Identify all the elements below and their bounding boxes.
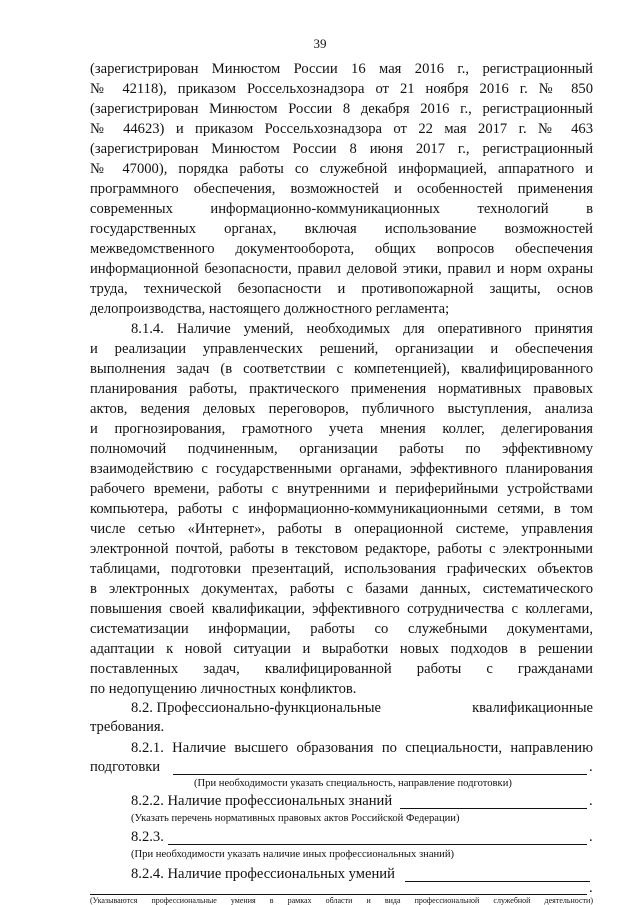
other-knowledge-fill-line[interactable] (168, 844, 587, 845)
text-line: адаптации к новой ситуации и выработки новых подходов в решении (90, 641, 593, 657)
text-line: межведомственного документооборота, общих вопросов обеспечения (90, 241, 593, 257)
text-line: и реализации управленческих решений, организации и обеспечения (90, 341, 593, 357)
section-heading-cont: квалификационные (472, 700, 593, 716)
text-line: полномочий подчиненным, организации работы по эффективному (90, 441, 593, 457)
text-line: (зарегистрирован Минюстом России 16 мая 2016 г., регистрационный (90, 61, 593, 77)
period: . (589, 880, 593, 896)
note-specialty: (При необходимости указать специальность, направление подготовки) (194, 778, 512, 789)
text-line: 8.1.4. Наличие умений, необходимых для оперативного принятия (131, 321, 593, 337)
text-line: и прогнозирования, грамотного учета мнения коллег, делегирования (90, 421, 593, 437)
text-line: современных информационно-коммуникационных технологий в (90, 201, 593, 217)
text-line: (зарегистрирован Минюстом России 8 июня 2017 г., регистрационный (90, 141, 593, 157)
specialty-fill-line[interactable] (173, 774, 587, 775)
note-skills-line-2: служебной деятельности) (493, 896, 593, 905)
text-line: актов, ведения деловых переговоров, публичного выступления, анализа (90, 401, 593, 417)
text-line: государственных органах, включая использование возможностей (90, 221, 593, 237)
skills-fill-line-2[interactable] (90, 894, 587, 895)
period: . (589, 829, 593, 845)
text-line: № 44623) и приказом Россельхознадзора от 22 мая 2017 г. № 463 (90, 121, 593, 137)
item-8-2-4: 8.2.4. Наличие профессиональных умений (131, 866, 395, 882)
text-line: планирования работы, практического применения нормативных правовых (90, 381, 593, 397)
text-line: рабочего времени, работы с внутренними и периферийными устройствами (90, 481, 593, 497)
skills-fill-line[interactable] (405, 881, 590, 882)
text-line: взаимодействию с государственными органами, эффективного планирования (90, 461, 593, 477)
page-number: 39 (313, 36, 327, 51)
text-line: в электронных документах, работы с базами данных, систематического (90, 581, 593, 597)
section-heading-end: требования. (90, 719, 165, 735)
text-line: таблицами, подготовки презентаций, использования графических объектов (90, 561, 593, 577)
text-line: электронной почтой, работы в текстовом редакторе, работы с электронными (90, 541, 593, 557)
note-knowledge: (Указать перечень нормативных правовых актов Российской Федерации) (131, 813, 460, 824)
item-8-2-2: 8.2.2. Наличие профессиональных знаний (131, 793, 393, 809)
period: . (589, 793, 593, 809)
text-line: повышения своей квалификации, эффективного сотрудничества с коллегами, (90, 601, 593, 617)
note-skills (90, 896, 593, 905)
text-line: информационной безопасности, правил деловой этики, правил и норм охраны (90, 261, 593, 277)
item-8-2-1-cont: подготовки (90, 759, 161, 775)
item-8-2-3: 8.2.3. (131, 829, 164, 845)
text-line: выполнения задач (в соответствии с компетенцией), квалифицированного (90, 361, 593, 377)
text-line: (зарегистрирован Минюстом России 8 декабря 2016 г., регистрационный (90, 101, 593, 117)
text-line: поставленных задач, квалифицированной работы с гражданами (90, 661, 593, 677)
section-heading: 8.2. Профессионально-функциональные (131, 700, 382, 716)
text-line: № 47000), порядка работы со служебной информацией, аппаратного и (90, 161, 593, 177)
knowledge-fill-line[interactable] (400, 808, 587, 809)
text-line: систематизации информации, работы со служебными документами, (90, 621, 593, 637)
text-line: по недопущению личностных конфликтов. (90, 681, 357, 697)
text-line: компьютера, работы с информационно-коммуникационными сетями, в том (90, 501, 593, 517)
note-other-knowledge: (При необходимости указать наличие иных профессиональных знаний) (131, 849, 455, 860)
item-8-2-1: 8.2.1. Наличие высшего образования по специальности, направлению (131, 740, 593, 756)
text-line: программного обеспечения, возможностей и особенностей применения (90, 181, 593, 197)
text-line: делопроизводства, настоящего должностного регламента; (90, 301, 450, 317)
period: . (589, 759, 593, 775)
note-skills-line-1: (Указываются профессиональные умения в рамках области и вида профессиональной (90, 896, 480, 905)
text-line: труда, технической безопасности и противопожарной защиты, основ (90, 281, 593, 297)
text-line: числе сетью «Интернет», работы в операционной системе, управления (90, 521, 593, 537)
text-line: № 42118), приказом Россельхознадзора от 21 ноября 2016 г. № 850 (90, 81, 593, 97)
